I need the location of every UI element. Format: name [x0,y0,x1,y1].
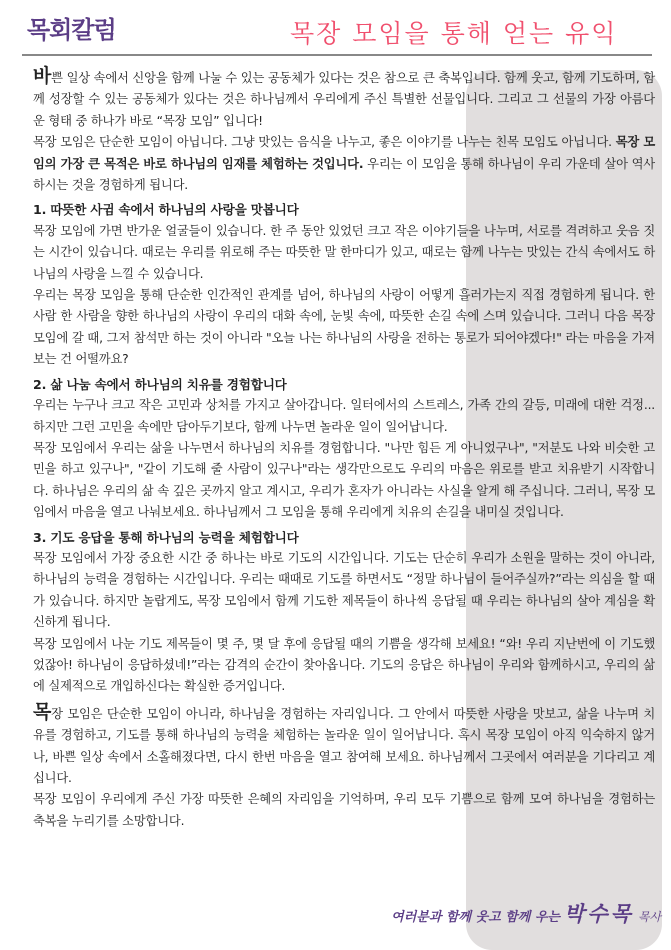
intro-emphasis: 목장 모임의 가장 큰 목적은 바로 하나님의 임재를 체험하는 것입니다. [33,135,655,171]
page-header [0,0,671,62]
closing-text-1: 장 모임은 단순한 모임이 아니라, 하나님을 경험하는 자리입니다. 그 안에서 따뜻한 사랑을 맛보고, 삶을 나누며 치유를 경험하고, 기도를 통해 하나님의 능력을 체험하는 놀라운 일이 일어납니다. 혹시 목장 모임이 아직 익숙하지 않거나, 바쁜 일상 속에서 소홀해졌다면, 다시 한번 마음을 열고 참여해 보세요. 하나님께서 그곳에서 여러분을 기다리고 계십니다. [33,706,655,785]
section-3-paragraph-1: 목장 모임에서 가장 중요한 시간 중 하나는 바로 기도의 시간입니다. 기도는 단순히 우리가 소원을 말하는 것이 아니라, 하나님의 능력을 경험하는 시간입니다. 우리는 때때로 기도를 하면서도 “정말 하나님이 들어주실까?”라는 의심을 할 때가 있습니다. 하지만 놀랍게도, 목장 모임에서 함께 기도한 제목들이 하나씩 응답될 때 우리는 하나님의 살아 계심을 확신하게 됩니다. [33,550,655,630]
article-body [33,65,655,832]
closing-paragraph-1 [33,700,655,790]
dropcap: 목 [33,700,52,723]
section-2-paragraph-1: 우리는 누구나 크고 작은 고민과 상처를 가지고 살아갑니다. 일터에서의 스트레스, 가족 간의 갈등, 미래에 대한 걱정... 하지만 그런 고민을 속에만 담아두기보다, 함께 나누면 놀라운 일이 일어납니다. [33,398,655,434]
intro-paragraph-1 [33,65,655,132]
page-title: 목장 모임을 통해 얻는 유익 [290,19,618,48]
header-divider [22,54,652,56]
section-1-paragraph-2: 우리는 목장 모임을 통해 단순한 인간적인 관계를 넘어, 하나님의 사랑이 어떻게 흘러가는지 직접 경험하게 됩니다. 한 사람 한 사람을 향한 하나님의 사랑이 우리의 대화 속에, 눈빛 속에, 따뜻한 손길 속에 스며 있습니다. 그러니 다음 목장 모임에 갈 때, 그저 참석만 하는 것이 아니라 "오늘 나는 하나님의 사랑을 전하는 통로가 되어야겠다!" 라는 마음을 가져보는 건 어떨까요? [33,288,655,367]
author-title: 목사 [637,910,661,924]
closing-paragraph-2: 목장 모임이 우리에게 주신 가장 따뜻한 은혜의 자리임을 기억하며, 우리 모두 기쁨으로 함께 모여 하나님을 경험하는 축복을 누리기를 소망합니다. [33,792,655,828]
intro-text-2a: 목장 모임은 단순한 모임이 아닙니다. 그냥 맛있는 음식을 나누고, 좋은 이야기를 나누는 친목 모임도 아닙니다. [33,135,616,150]
section-2-paragraph-2: 목장 모임에서 우리는 삶을 나누면서 하나님의 치유를 경험합니다. "나만 힘든 게 아니었구나", "저분도 나와 비슷한 고민을 하고 있구나", "같이 기도해 줄 사람이 있구나"라는 생각만으로도 우리의 마음은 위로를 받고 치유받기 시작합니다. 하나님은 우리의 삶 속 깊은 곳까지 알고 계시고, 우리가 혼자가 아니라는 사실을 알게 해 주십니다. 그러니, 목장 모임에서 마음을 열고 나눠보세요. 하나님께서 그 모임을 통해 우리에게 치유의 손길을 내미실 것입니다. [33,440,655,520]
intro-paragraph-2 [33,132,655,196]
section-3-paragraph-2: 목장 모임에서 나눈 기도 제목들이 몇 주, 몇 달 후에 응답될 때의 기쁨을 생각해 보세요! “와! 우리 지난번에 이 기도했었잖아! 하나님이 응답하셨네!”라는 감격의 순간이 찾아옵니다. 기도의 응답은 하나님이 우리와 함께하시고, 우리의 삶에 실제적으로 개입하신다는 확실한 증거입니다. [33,636,655,694]
author-name: 박수목 [563,901,634,926]
intro-text-1: 쁜 일상 속에서 신앙을 함께 나눌 수 있는 공동체가 있다는 것은 참으로 큰 축복입니다. 함께 웃고, 함께 기도하며, 함께 성장할 수 있는 공동체가 있다는 것은 하나님께서 우리에게 주신 특별한 선물입니다. 그리고 그 선물의 가장 아름다운 형태 중 하나가 바로 “목장 모임” 입니다! [33,71,655,128]
section-1-paragraph-1: 목장 모임에 가면 반가운 얼굴들이 있습니다. 한 주 동안 있었던 크고 작은 이야기들을 나누며, 서로를 격려하고 웃음 짓는 시간이 있습니다. 때로는 우리를 위로해 주는 따뜻한 말 한마디가 있고, 때로는 함께 나누는 맛있는 간식 속에서도 하나님의 사랑을 느낄 수 있습니다. [33,223,655,281]
column-label: 목회칼럼 [27,16,116,44]
dropcap: 바 [33,65,52,87]
author-motto: 여러분과 함께 웃고 함께 우는 [391,910,560,925]
section-heading-2: 2. 삶 나눔 속에서 하나님의 치유를 경험합니다 [33,376,287,392]
intro-text-2b: 우리는 이 모임을 통해 하나님이 우리 가운데 살아 역사하시는 것을 경험하게 됩니다. [33,156,655,193]
section-heading-3: 3. 기도 응답을 통해 하나님의 능력을 체험합니다 [33,529,299,545]
author-signature [391,898,661,928]
section-heading-1: 1. 따뜻한 사귐 속에서 하나님의 사랑을 맛봅니다 [33,202,299,218]
